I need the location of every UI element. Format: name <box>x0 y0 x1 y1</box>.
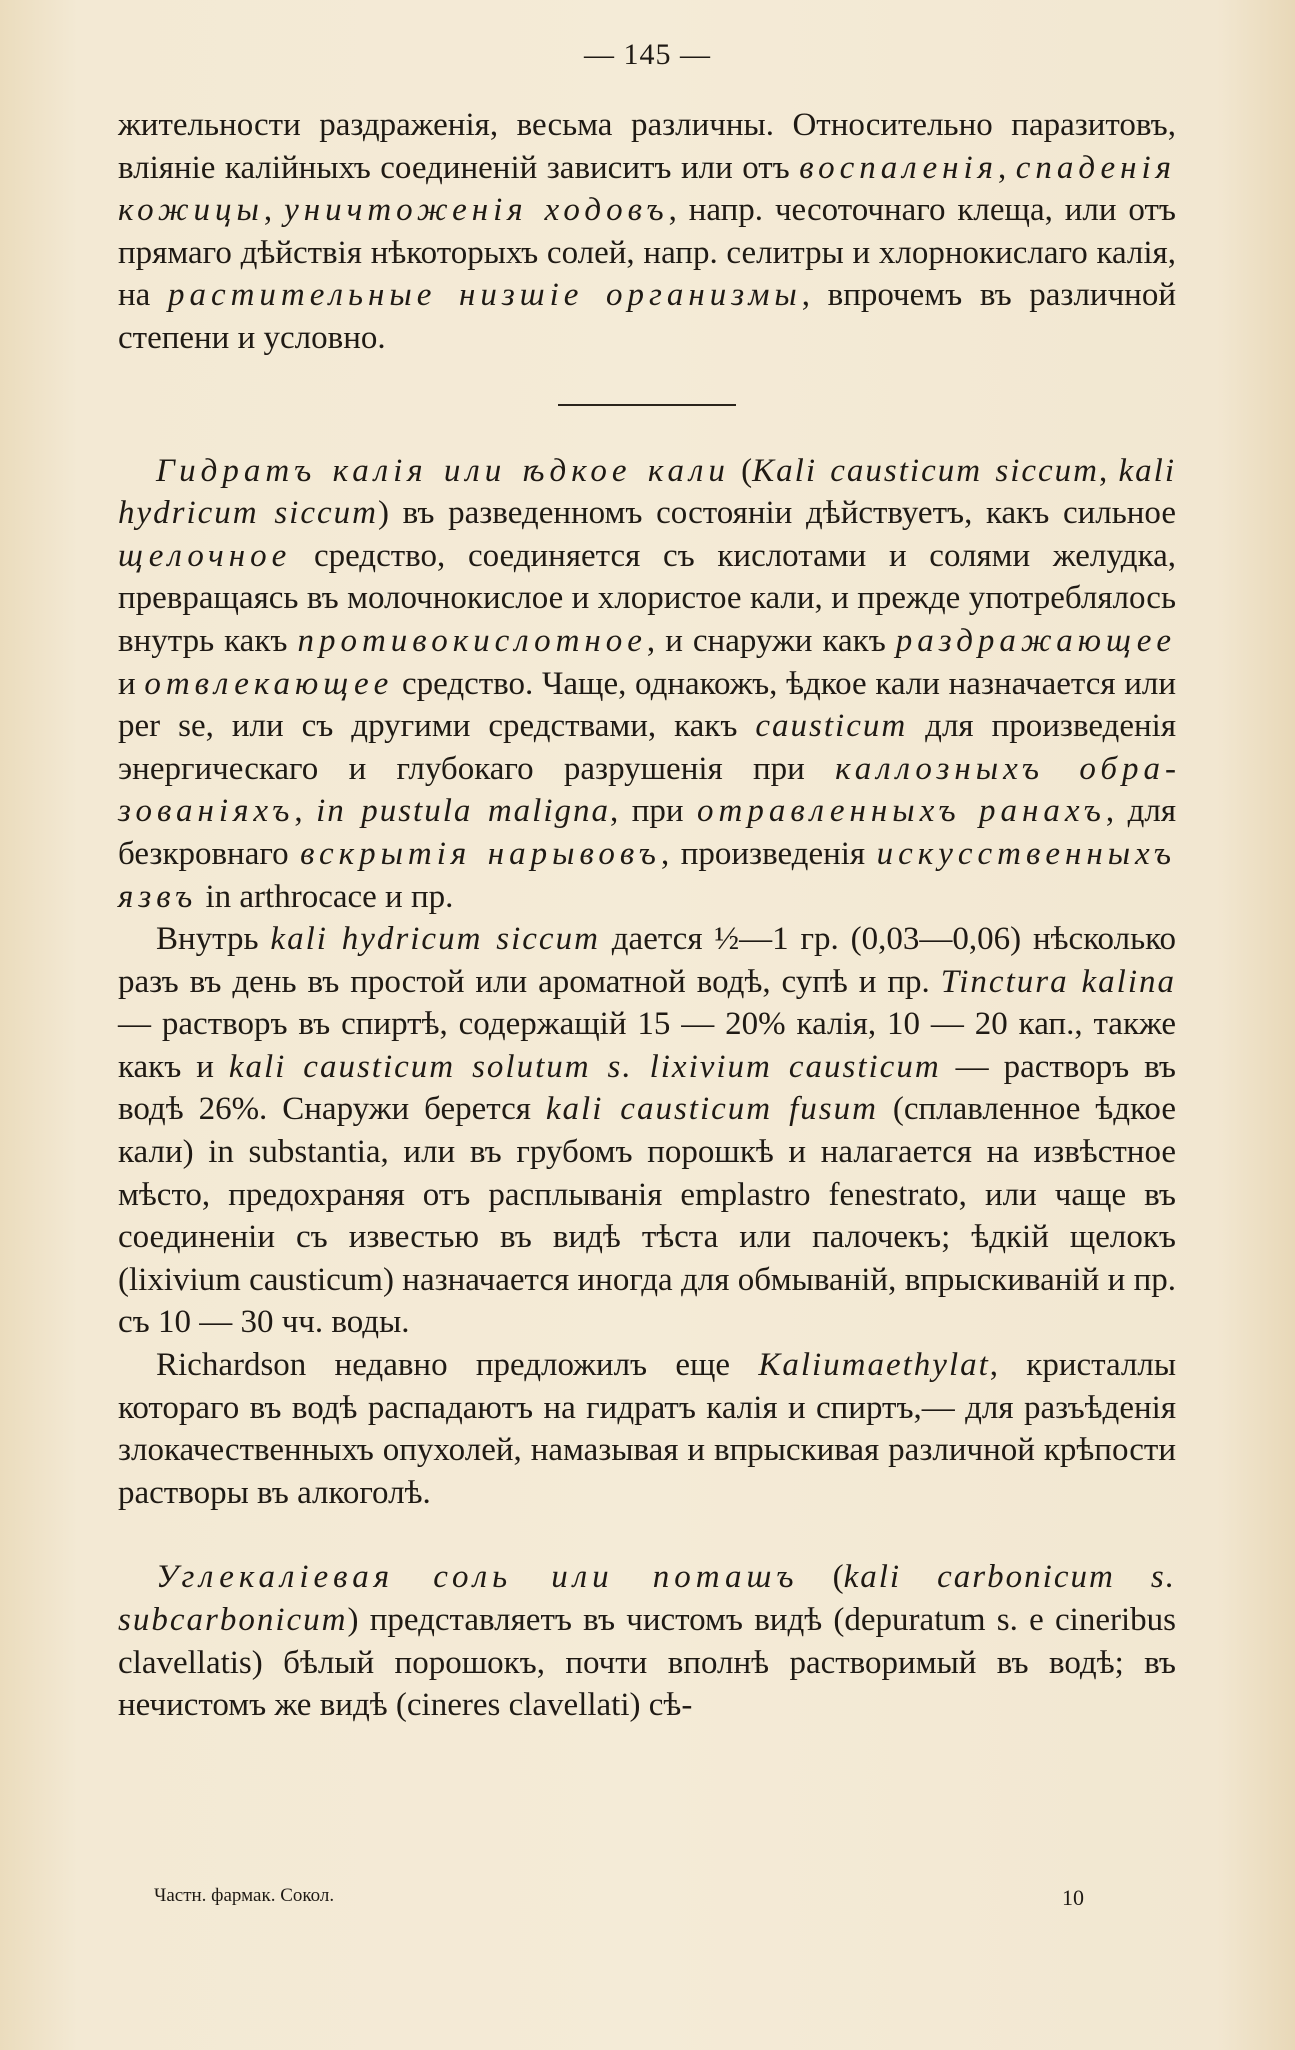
text-run: средство, соединяется съ кислотами и солями желудка, превращаясь въ молочнокислое и хлористое кали, и прежде употреблялось внутрь какъ <box>118 537 1176 659</box>
latin-term: kali carbonicum s. subcarbonicum <box>118 1559 1176 1638</box>
emphasized-term: растительные низшіе организмы <box>167 277 802 314</box>
latin-term: Tinctura kalina <box>940 963 1176 1000</box>
emphasized-term: спаденія кожицы <box>118 149 1176 229</box>
text-run: жительности раздраженія, весьма различны. Относительно паразитовъ, вліяніе калійныхъ соединеній зависитъ или отъ <box>118 107 1176 186</box>
text-run: , <box>263 192 285 229</box>
text-run: , <box>1099 452 1119 489</box>
emphasized-term: каллозныхъ образованіяхъ <box>118 750 1176 830</box>
emphasized-term: противокислотное <box>297 622 647 659</box>
latin-term: kali hydricum siccum <box>118 452 1177 532</box>
text-run: in arthrocace и пр. <box>197 878 454 915</box>
text-run: , для безкровнаго <box>118 793 1177 872</box>
paragraph-gap <box>118 1514 1176 1556</box>
paragraph-4 <box>118 1344 1176 1514</box>
text-run: средство. Чаще, однакожъ, ѣдкое кали назначается или per se, или съ другими средствами, какъ <box>118 665 1176 745</box>
page-body <box>118 104 1176 1727</box>
text-run: ( <box>729 452 753 489</box>
paragraph-5 <box>118 1556 1176 1726</box>
text-run: , впрочемъ въ различной степени и условно. <box>118 277 1176 356</box>
latin-term: in pustula maligna <box>316 793 611 830</box>
page-number: — 145 — <box>584 38 711 71</box>
emphasized-term: вскрытія нарывовъ <box>300 835 661 872</box>
text-run: ) представляетъ въ чистомъ видѣ (depuratum s. e cineribus clavellatis) бѣлый порошокъ, почти вполнѣ растворимый въ водѣ; въ нечистомъ же видѣ (cineres clavellati) сѣ- <box>118 1602 1176 1724</box>
emphasized-term: искусственныхъ язвъ <box>118 835 1177 915</box>
paragraph-1 <box>118 104 1176 360</box>
text-run: Внутрь <box>156 921 271 958</box>
emphasized-term: щелочное <box>118 537 292 574</box>
emphasized-term: раздражающее <box>895 622 1176 659</box>
latin-term: Kali causticum siccum <box>752 452 1099 489</box>
text-run: , и снаружи какъ <box>646 622 896 659</box>
emphasized-term: воспаленія <box>799 149 998 186</box>
latin-term: kali hydricum siccum <box>270 921 600 958</box>
text-run: — растворъ въ спиртѣ, содержащій 15 — 20% калія, 10 — 20 кап., также какъ и <box>118 1006 1176 1085</box>
emphasized-term: отвлекающее <box>144 665 394 702</box>
latin-term: Kaliumaethylat <box>758 1347 990 1384</box>
emphasized-term: отравленныхъ ранахъ <box>697 793 1106 830</box>
text-run: , при <box>610 793 698 830</box>
latin-term: kali causticum fusum <box>545 1091 878 1128</box>
latin-term: kali causticum solutum s. lixivium causticum <box>228 1048 941 1085</box>
text-run: дается ½—1 гр. (0,03—0,06) нѣсколько разъ въ день въ простой или ароматной водѣ, супѣ и пр. <box>118 921 1176 1000</box>
text-run: ) въ разведенномъ состояніи дѣйствуетъ, какъ сильное <box>377 495 1176 532</box>
text-run: , произведенія <box>660 835 877 872</box>
text-run: — растворъ въ водѣ 26%. Снаружи берется <box>118 1048 1176 1128</box>
emphasized-term: Углекаліевая соль или поташъ <box>156 1559 799 1596</box>
text-run: , <box>294 793 317 830</box>
emphasized-term: Гидратъ калія или ѣдкое кали <box>156 452 730 489</box>
latin-term: causticum <box>755 708 908 745</box>
text-run: для произведенія энергическаго и глубокаго разрушенія при <box>118 708 1176 787</box>
section-divider <box>558 404 736 406</box>
footer-sheet-number: 10 <box>1062 1885 1084 1910</box>
text-run: и <box>118 665 145 702</box>
page-footer <box>154 1885 1084 1911</box>
text-run: , напр. чесоточнаго клеща, или отъ прямаго дѣйствія нѣкоторыхъ солей, напр. селитры и хлорнокислаго калія, на <box>118 192 1176 314</box>
text-run: Richardson недавно предложилъ еще <box>156 1347 759 1384</box>
text-run: ( <box>798 1559 844 1596</box>
text-run: , кристаллы котораго въ водѣ распадаютъ на гидратъ калія и спиртъ,— для разъѣденія злокачественныхъ опухолей, намазывая и впрыскивая различной крѣпости растворы въ алкоголѣ. <box>118 1347 1176 1511</box>
paragraph-2 <box>118 450 1176 919</box>
paragraph-3 <box>118 918 1176 1344</box>
text-run: (сплавленное ѣдкое кали) in substantia, или въ грубомъ порошкѣ и налагается на извѣстное мѣсто, предохраняя отъ расплыванія emplastro fenestrato, или чаще въ соединеніи съ известью въ видѣ тѣста или палочекъ; ѣдкій щелокъ (lixivium causticum) назначается иногда для обмываній, впрыскиваній и пр. съ 10 — 30 чч. воды. <box>118 1091 1176 1341</box>
footer-signature: Частн. фармак. Сокол. <box>154 1885 335 1906</box>
emphasized-term: уничтоженія ходовъ <box>284 192 669 229</box>
text-run: , <box>998 149 1016 186</box>
